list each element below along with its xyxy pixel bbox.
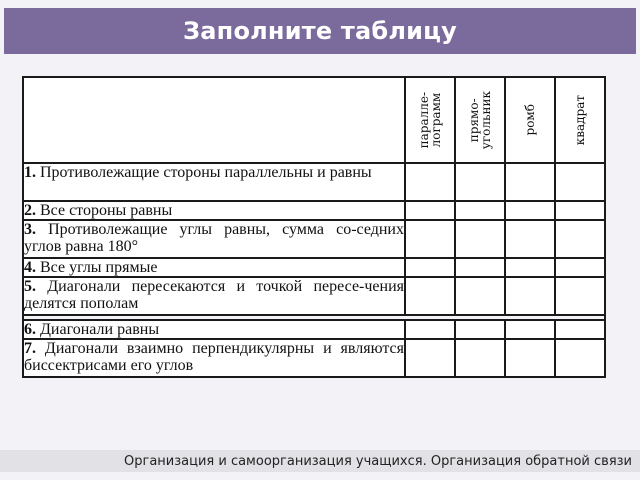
answer-cell[interactable] [555,220,605,258]
property-number: 1. [24,164,36,181]
answer-cell[interactable] [555,201,605,220]
quadrilateral-properties-grid [22,76,606,378]
header-row [23,77,605,163]
answer-cell[interactable] [455,163,505,201]
answer-cell[interactable] [555,320,605,339]
page-title: Заполните таблицу [183,17,457,45]
answer-cell[interactable] [505,220,555,258]
property-cell [23,163,405,201]
answer-cell[interactable] [555,163,605,201]
property-text: Диагонали взаимно перпендикулярны и являются биссектрисами его углов [24,340,404,374]
footer-bar [0,450,640,472]
table-row [23,320,605,339]
answer-cell[interactable] [555,277,605,315]
property-number: 5. [24,278,36,295]
table-row [23,201,605,220]
header-label: паралле- лограмм [417,91,443,149]
property-number: 6. [24,321,36,338]
property-cell [23,258,405,277]
property-number: 7. [24,340,36,357]
properties-table [22,76,606,378]
property-cell [23,220,405,258]
property-text: Противолежащие стороны параллельны и равны [40,164,372,181]
answer-cell[interactable] [555,339,605,377]
answer-cell[interactable] [505,163,555,201]
answer-cell[interactable] [455,258,505,277]
answer-cell[interactable] [405,163,455,201]
property-text: Противолежащие углы равны, сумма со-седних углов равна 180° [24,221,404,255]
answer-cell[interactable] [405,258,455,277]
property-cell [23,320,405,339]
header-square [555,77,605,163]
property-text: Все углы прямые [40,259,158,276]
answer-cell[interactable] [505,258,555,277]
table-row [23,258,605,277]
property-number: 4. [24,259,36,276]
header-blank-cell [23,77,405,163]
property-cell [23,201,405,220]
answer-cell[interactable] [455,320,505,339]
table-row [23,339,605,377]
title-bar [4,8,636,54]
property-number: 3. [24,221,36,238]
answer-cell[interactable] [455,277,505,315]
answer-cell[interactable] [555,258,605,277]
footer-caption: Организация и самоорганизация учащихся. Организация обратной связи [124,453,632,469]
answer-cell[interactable] [505,201,555,220]
answer-cell[interactable] [505,339,555,377]
answer-cell[interactable] [455,220,505,258]
answer-cell[interactable] [505,277,555,315]
header-rhombus [505,77,555,163]
answer-cell[interactable] [405,277,455,315]
header-label: ромб [523,104,537,136]
table-row [23,277,605,315]
answer-cell[interactable] [405,220,455,258]
table-row [23,163,605,201]
header-label: прямо- угольник [467,90,493,150]
answer-cell[interactable] [455,201,505,220]
table-row [23,220,605,258]
answer-cell[interactable] [405,339,455,377]
answer-cell[interactable] [405,201,455,220]
answer-cell[interactable] [405,320,455,339]
property-cell [23,277,405,315]
property-text: Диагонали равны [40,321,160,338]
property-text: Все стороны равны [40,202,173,219]
header-label: квадрат [573,94,587,146]
property-number: 2. [24,202,36,219]
answer-cell[interactable] [505,320,555,339]
answer-cell[interactable] [455,339,505,377]
property-text: Диагонали пересекаются и точкой пересе-чения делятся пополам [24,278,405,312]
header-parallelogram [405,77,455,163]
header-rectangle [455,77,505,163]
property-cell [23,339,405,377]
